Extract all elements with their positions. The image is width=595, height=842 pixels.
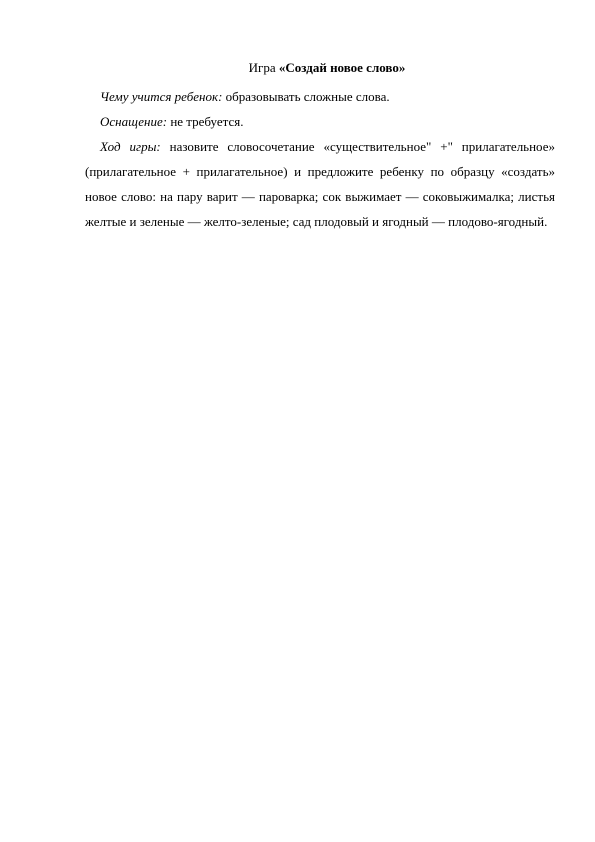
goal-label: Чему учится ребенок: [100,89,223,104]
procedure-text: назовите словосочетание «существительное" +" прилагательное» (прилагательное + прилагательное) и предложите ребенку по образцу «создать» новое слово: на пару варит — пароварка; сок выжимает — соковыжималка; листья желтые и зеленые — желто-зеленые; сад плодовый и ягодный — плодово-ягодный. [85,139,555,229]
equipment-text: не требуется. [167,114,244,129]
page-title [85,55,555,80]
title-game-name: «Создай новое слово» [278,60,406,75]
paragraph-procedure [85,134,555,234]
equipment-label: Оснащение: [100,114,168,129]
procedure-label: Ход игры: [100,139,161,154]
paragraph-goal [85,84,555,109]
goal-text: образовывать сложные слова. [222,89,390,104]
document-body [85,55,555,234]
paragraph-equipment [85,109,555,134]
title-prefix: Игра [248,60,279,75]
